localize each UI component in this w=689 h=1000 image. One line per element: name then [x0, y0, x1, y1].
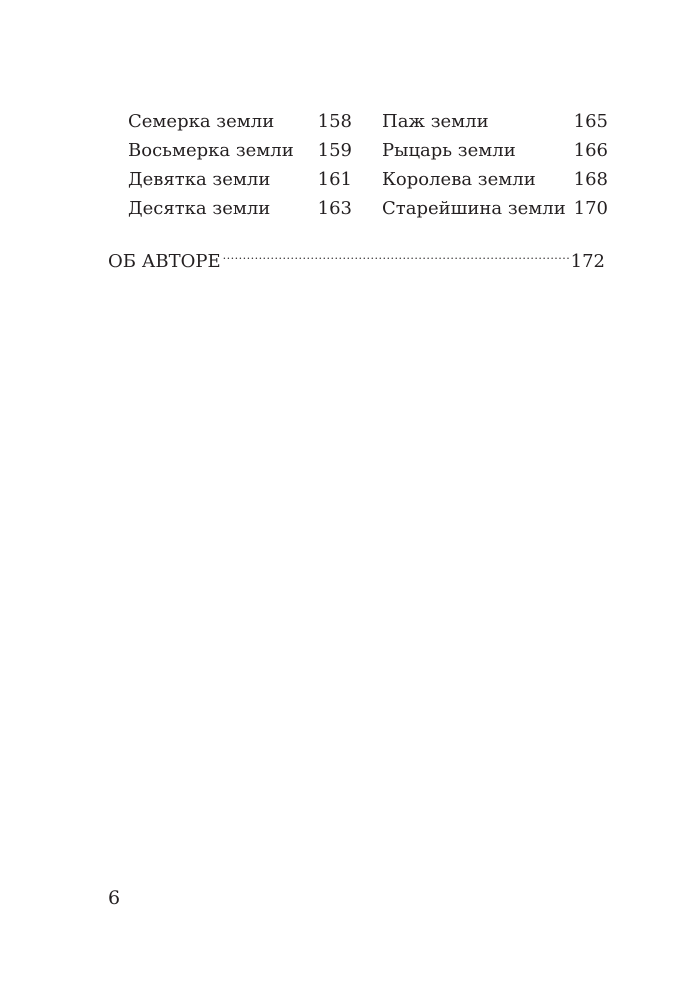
toc-entry-title: Паж земли [382, 111, 489, 132]
toc-entry-title: Рыцарь земли [382, 140, 516, 161]
about-author-title: ОБ АВТОРЕ [108, 251, 221, 272]
toc-column-right [382, 107, 608, 223]
toc-entry-title: Старейшина земли [382, 198, 566, 219]
toc-entry-title: Королева земли [382, 169, 536, 190]
toc-entry-about-author[interactable] [108, 238, 605, 276]
toc-entry-title: Десятка земли [128, 198, 271, 219]
about-author-page: 172 [570, 251, 605, 272]
toc-column-left [128, 107, 352, 223]
toc-entry[interactable] [382, 107, 608, 136]
dot-leader [223, 238, 569, 267]
toc-entry-page: 165 [573, 111, 608, 132]
page-number: 6 [108, 887, 121, 909]
toc-entry-page: 163 [317, 198, 352, 219]
toc-entry[interactable] [128, 165, 352, 194]
toc-entry-title: Семерка земли [128, 111, 275, 132]
toc-entry-title: Восьмерка земли [128, 140, 294, 161]
toc-entry[interactable] [382, 136, 608, 165]
toc-entry[interactable] [382, 165, 608, 194]
toc-entry-page: 170 [573, 198, 608, 219]
toc-entry-title: Девятка земли [128, 169, 271, 190]
toc-entry-page: 168 [573, 169, 608, 190]
toc-entry-page: 159 [317, 140, 352, 161]
toc-entry[interactable] [128, 194, 352, 223]
toc-entry[interactable] [382, 194, 608, 223]
table-of-contents [128, 107, 608, 223]
toc-entry-page: 166 [573, 140, 608, 161]
toc-entry[interactable] [128, 136, 352, 165]
toc-entry-page: 158 [317, 111, 352, 132]
toc-entry-page: 161 [317, 169, 352, 190]
toc-entry[interactable] [128, 107, 352, 136]
